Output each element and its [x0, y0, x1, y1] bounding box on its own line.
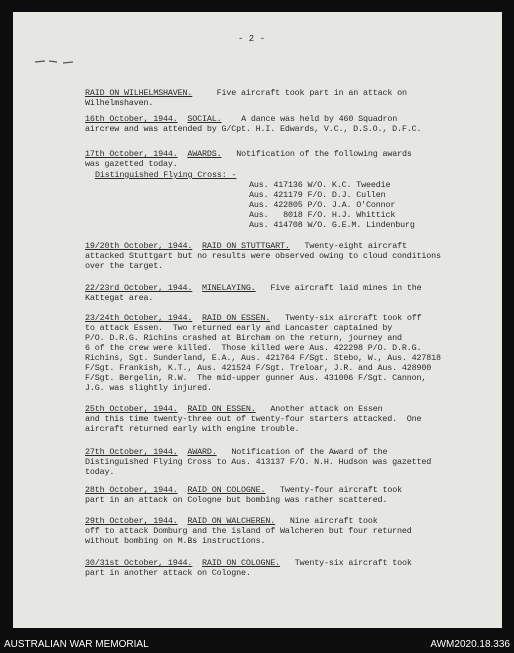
- dfc-row: Aus. 422805 P/O. J.A. O'Connor: [249, 200, 396, 210]
- entry-raid-stuttgart: 19/20th October, 1944. RAID ON STUTTGART. Twenty-eight aircraft attacked Stuttgart but no results were observed owing to cloud conditions over the target.: [85, 241, 441, 271]
- entry-date: 23/24th October, 1944.: [85, 313, 193, 323]
- entry-topic: AWARD.: [187, 447, 217, 457]
- entry-raid-essen-2: 25th October, 1944. RAID ON ESSEN. Another attack on Essen and this time twenty-three out of twenty-four starters attacked. One aircraft returned early with engine trouble.: [85, 404, 422, 434]
- entry-topic: RAID ON STUTTGART.: [202, 241, 290, 251]
- entry-date: 30/31st October, 1944.: [85, 558, 193, 568]
- entry-date: 22/23rd October, 1944.: [85, 283, 193, 293]
- entry-topic: RAID ON ESSEN.: [187, 404, 256, 414]
- entry-date: 16th October, 1944.: [85, 114, 178, 124]
- entry-topic: AWARDS.: [187, 149, 222, 159]
- entry-topic: RAID ON COLOGNE.: [202, 558, 281, 568]
- entry-topic: RAID ON COLOGNE.: [187, 485, 266, 495]
- footer-institution: AUSTRALIAN WAR MEMORIAL: [4, 639, 149, 650]
- entry-raid-cologne-2: 30/31st October, 1944. RAID ON COLOGNE. Twenty-six aircraft took part in another attack on Cologne.: [85, 558, 412, 578]
- entry-heading: RAID ON WILHELMSHAVEN.: [85, 88, 193, 98]
- footer-accession-number: AWM2020.18.336: [430, 639, 510, 650]
- page-number: - 2 -: [238, 34, 266, 44]
- entry-award-27: 27th October, 1944. AWARD. Notification of the Award of the Distinguished Flying Cross to Aus. 413137 F/O. N.H. Hudson was gazetted today.: [85, 447, 432, 477]
- entry-topic: RAID ON ESSEN.: [202, 313, 271, 323]
- entry-topic: RAID ON WALCHEREN.: [187, 516, 276, 526]
- dfc-row: Aus. 417136 W/O. K.C. Tweedie: [249, 180, 391, 190]
- dfc-row: Aus. 8018 F/O. H.J. Whittick: [249, 210, 396, 220]
- entry-wilhelmshaven: RAID ON WILHELMSHAVEN. Five aircraft took part in an attack on Wilhelmshaven.: [85, 88, 407, 108]
- document-page: [13, 12, 502, 628]
- dfc-row: Aus. 421179 F/O. D.J. Cullen: [249, 190, 386, 200]
- entry-date: 27th October, 1944.: [85, 447, 178, 457]
- entry-awards-17: 17th October, 1944. AWARDS. Notification of the following awards was gazetted today.: [85, 149, 412, 169]
- entry-raid-essen-1: 23/24th October, 1944. RAID ON ESSEN. Twenty-six aircraft took off to attack Essen. Two returned early and Lancaster captained by P/O. D.R.G. Richins crashed at Bircham on the return, journey and 6 of the crew were killed. Those killed were Aus. 422298 P/O. D.R.G. Richins, Sgt. Sunderland, E.A., Aus. 421764 F/Sgt. Stebo, W., Aus. 427818 F/Sgt. Frankish, K.T., Aus. 421524 F/Sgt. Treloar, J.R. and Aus. 428900 F/Sgt. Bergelin, R.W. The mid-upper gunner Aus. 431006 F/Sgt. Cannon, J.G. was slightly injured.: [85, 313, 441, 393]
- dfc-row: Aus. 414708 W/O. G.E.M. Lindenburg: [249, 220, 415, 230]
- punch-hole-mark: [35, 59, 73, 65]
- dfc-list: [249, 170, 415, 230]
- entry-date: 28th October, 1944.: [85, 485, 178, 495]
- dfc-label: Distinguished Flying Cross: -: [95, 170, 237, 180]
- entry-raid-walcheren: 29th October, 1944. RAID ON WALCHEREN. Nine aircraft took off to attack Domburg and the island of Walcheren but four returned without bombing on M.Bs instructions.: [85, 516, 412, 546]
- entry-date: 17th October, 1944.: [85, 149, 178, 159]
- entry-topic: MINELAYING.: [202, 283, 256, 293]
- entry-raid-cologne-1: 28th October, 1944. RAID ON COLOGNE. Twenty-four aircraft took part in an attack on Cologne but bombing was rather scattered.: [85, 485, 402, 505]
- entry-social-16: 16th October, 1944. SOCIAL. A dance was held by 460 Squadron aircrew and was attended by G/Cpt. H.I. Edwards, V.C., D.S.O., D.F.C.: [85, 114, 422, 134]
- entry-date: 25th October, 1944.: [85, 404, 178, 414]
- entry-topic: SOCIAL.: [187, 114, 222, 124]
- entry-minelaying: 22/23rd October, 1944. MINELAYING. Five aircraft laid mines in the Kattegat area.: [85, 283, 422, 303]
- entry-date: 29th October, 1944.: [85, 516, 178, 526]
- footer-bar: [0, 637, 514, 653]
- entry-date: 19/20th October, 1944.: [85, 241, 193, 251]
